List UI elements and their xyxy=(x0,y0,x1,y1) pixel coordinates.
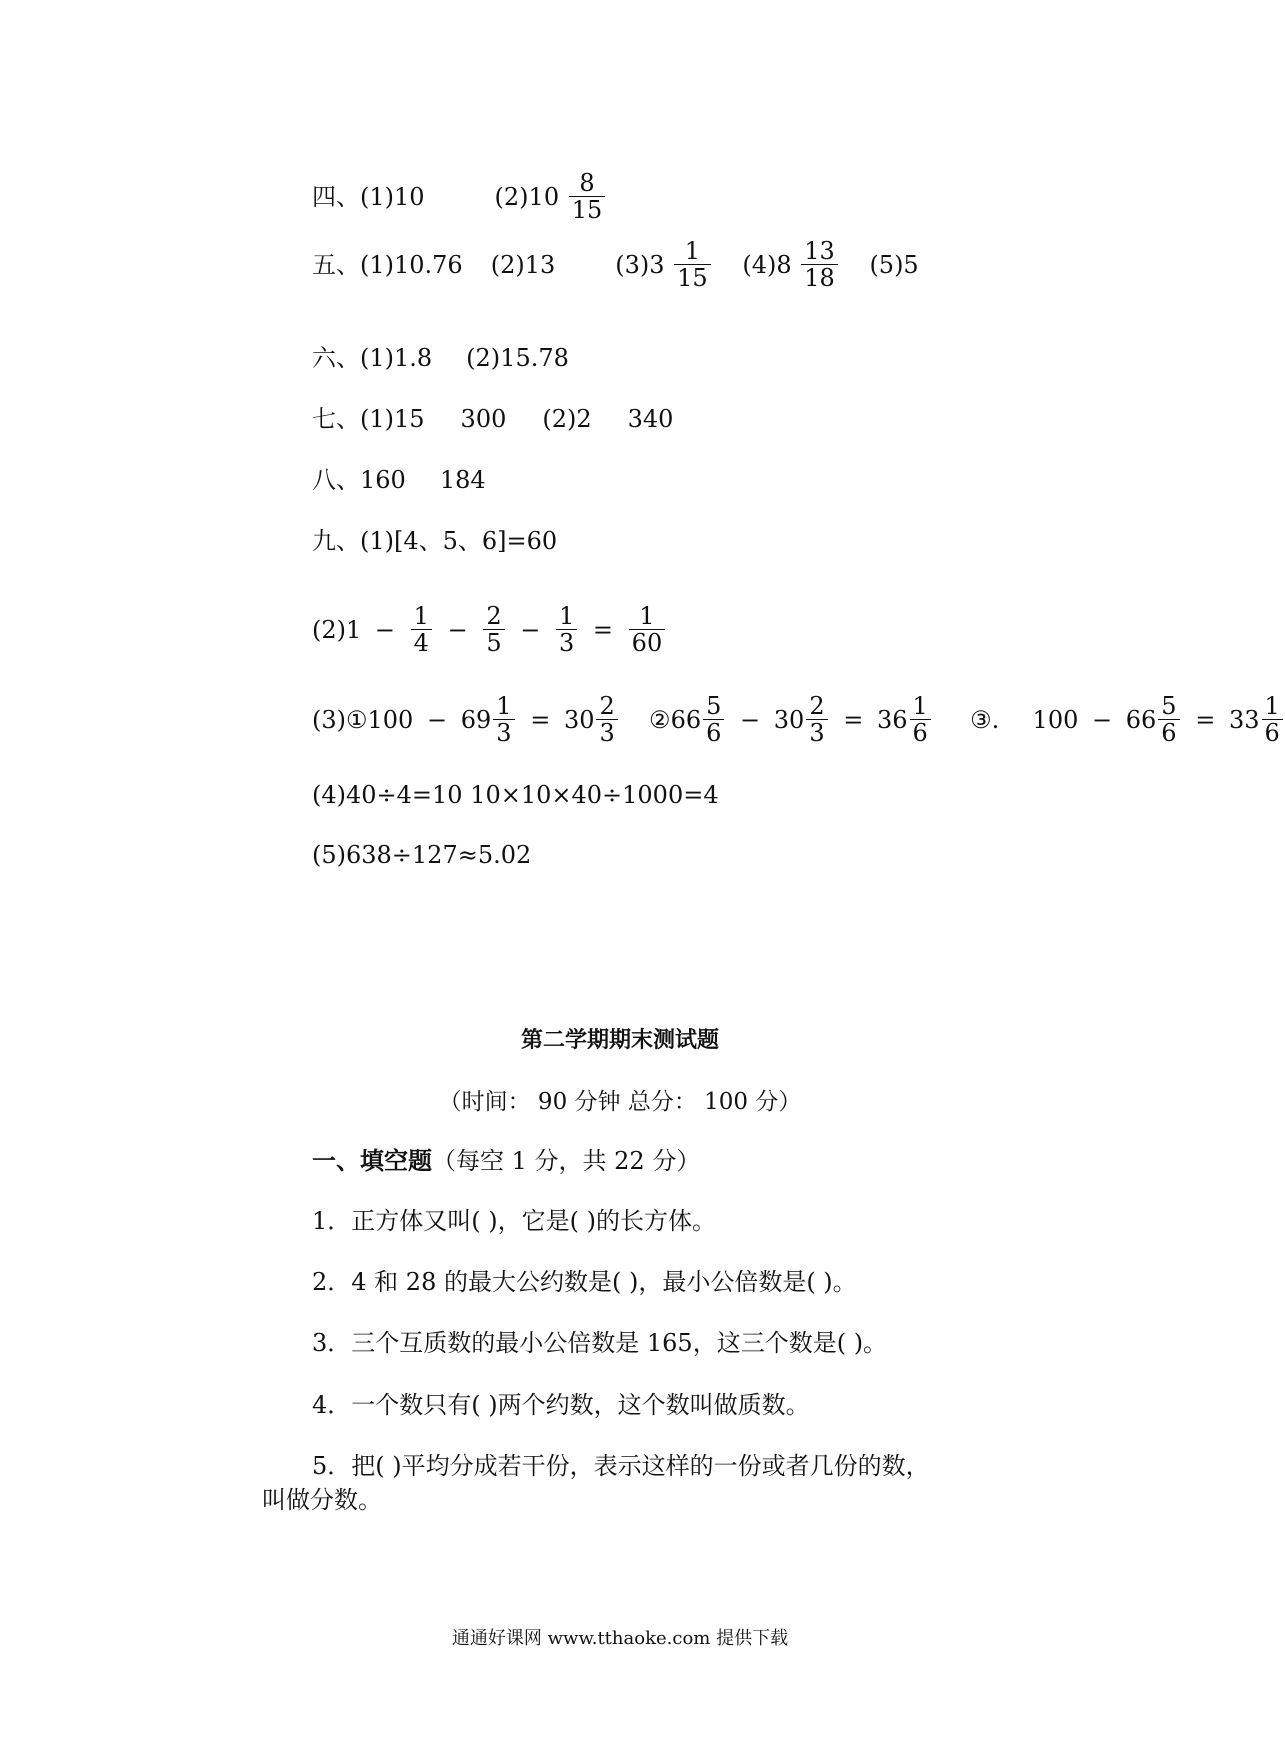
whole-number: 33 xyxy=(1228,705,1260,734)
answer-part: (1)10.76 xyxy=(360,250,463,279)
answer-part: (3)①100 xyxy=(312,705,414,734)
answer-part: (5)638÷127≈5.02 xyxy=(312,840,532,869)
minus-sign: − xyxy=(374,615,396,644)
question-4: 4．一个数只有( )两个约数，这个数叫做质数。 xyxy=(312,1391,810,1419)
whole-number: 66 xyxy=(1125,705,1157,734)
whole-number: 30 xyxy=(563,705,595,734)
answer-part: (2)1 xyxy=(312,615,362,644)
answer-part: (3)3 xyxy=(615,250,665,279)
fraction: $\frac{1}{60}$ xyxy=(629,603,666,656)
footer-credit: 通通好课网 www.tthaoke.com 提供下载 xyxy=(451,1628,789,1649)
fraction: $\frac{5}{6}$ xyxy=(1158,693,1179,746)
equals-sign: = xyxy=(1195,705,1216,734)
answer-part: 七、(1)15 xyxy=(312,404,425,433)
answer-part: 六、(1)1.8 xyxy=(312,343,433,372)
answer-part: (4)40÷4=10 10×10×40÷1000=4 xyxy=(312,780,719,809)
fraction: $\frac{1}{15}$ xyxy=(674,238,711,291)
equals-sign: = xyxy=(530,705,551,734)
answer-nine-4 xyxy=(312,778,719,810)
fraction: $\frac{5}{6}$ xyxy=(703,693,724,746)
answer-part: (2)10 xyxy=(494,182,560,211)
answer-nine-5 xyxy=(312,838,531,870)
minus-sign: − xyxy=(447,615,468,644)
fraction: $\frac{1}{6}$ xyxy=(1262,693,1283,746)
answer-eight xyxy=(312,463,486,495)
fraction: $\frac{1}{4}$ xyxy=(411,603,432,656)
answer-nine-2 xyxy=(312,603,667,656)
question-1: 1．正方体又叫( )，它是( )的长方体。 xyxy=(312,1207,716,1235)
equals-sign: = xyxy=(592,615,614,644)
minus-sign: − xyxy=(426,705,448,734)
section-heading xyxy=(312,1144,700,1176)
answer-part: 八、160 xyxy=(312,465,406,494)
answer-part: 184 xyxy=(439,465,486,494)
exam-subtitle: （时间： 90 分钟 总分： 100 分） xyxy=(438,1089,802,1115)
minus-sign: − xyxy=(740,705,761,734)
fraction: $\frac{1}{6}$ xyxy=(910,693,931,746)
equals-sign: = xyxy=(843,705,864,734)
answer-part: 九、(1)[4、5、6]=60 xyxy=(312,526,558,555)
answer-num: 四、 xyxy=(312,182,360,211)
answer-part: (2)13 xyxy=(490,250,556,279)
answer-six xyxy=(312,341,569,373)
whole-number: 69 xyxy=(460,705,492,734)
whole-number: 30 xyxy=(773,705,805,734)
question-2: 2．4 和 28 的最大公约数是( )，最小公倍数是( )。 xyxy=(312,1268,857,1296)
exam-title: 第二学期期末测试题 xyxy=(520,1027,719,1053)
answer-part: (2)2 xyxy=(542,404,592,433)
minus-sign: − xyxy=(520,615,541,644)
fraction: $\frac{2}{5}$ xyxy=(483,603,504,656)
answer-part: 300 xyxy=(460,404,507,433)
fraction: $\frac{1}{3}$ xyxy=(556,603,577,656)
fraction: $\frac{8}{15}$ xyxy=(569,170,606,223)
answer-nine-1 xyxy=(312,524,557,556)
fraction: $\frac{13}{18}$ xyxy=(801,238,838,291)
answer-part: ③. xyxy=(970,705,1000,734)
answer-part: 340 xyxy=(627,404,674,433)
answer-part: (4)8 xyxy=(742,250,792,279)
minus-sign: − xyxy=(1092,705,1113,734)
answer-nine-3 xyxy=(312,693,1285,746)
answer-part: ②66 xyxy=(649,705,702,734)
whole-number: 100 xyxy=(1032,705,1079,734)
question-3: 3．三个互质数的最小公倍数是 165，这三个数是( )。 xyxy=(312,1329,888,1357)
fraction: $\frac{1}{3}$ xyxy=(493,693,514,746)
fraction: $\frac{2}{3}$ xyxy=(596,693,617,746)
section-label: 一、填空题 xyxy=(312,1145,432,1175)
whole-number: 36 xyxy=(877,705,908,734)
answer-part: (2)15.78 xyxy=(466,343,569,372)
answer-num: 五、 xyxy=(312,250,360,279)
section-note: （每空 1 分，共 22 分） xyxy=(432,1146,701,1175)
answer-five xyxy=(312,238,919,291)
answer-seven xyxy=(312,402,673,434)
fraction: $\frac{2}{3}$ xyxy=(806,693,827,746)
answer-part: (5)5 xyxy=(869,250,919,279)
answer-four xyxy=(312,170,607,223)
question-5-continued: 叫做分数。 xyxy=(262,1486,382,1514)
answer-part: (1)10 xyxy=(360,182,425,211)
question-5: 5．把( )平均分成若干份，表示这样的一份或者几份的数， xyxy=(312,1452,930,1480)
